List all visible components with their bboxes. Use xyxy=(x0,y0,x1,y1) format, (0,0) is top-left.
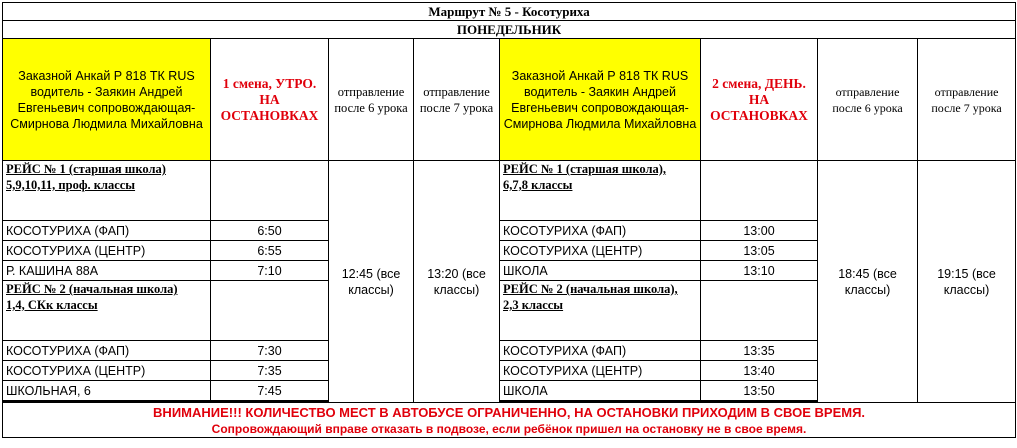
stop-name: КОСОТУРИХА (ФАП) xyxy=(500,341,701,361)
stop-time: 7:30 xyxy=(211,341,329,361)
header-row xyxy=(3,39,1016,161)
shift2-label: 2 смена, ДЕНЬ. НА ОСТАНОВКАХ xyxy=(701,39,818,161)
stop-time: 13:05 xyxy=(701,241,818,261)
shift1-trip2-title: РЕЙС № 2 (начальная школа) xyxy=(6,282,178,296)
stop-name: ШКОЛЬНАЯ, 6 xyxy=(3,381,211,401)
stop-time: 13:35 xyxy=(701,341,818,361)
stop-name: ШКОЛА xyxy=(500,381,701,401)
shift2-trip1-title: РЕЙС № 1 (старшая школа), xyxy=(503,162,667,176)
shift1-trip1-heading xyxy=(3,161,211,221)
trip1-header-row xyxy=(3,161,1016,221)
shift2-return-after-6: 18:45 (все классы) xyxy=(818,161,918,403)
stop-name: КОСОТУРИХА (ЦЕНТР) xyxy=(3,361,211,381)
notice xyxy=(3,403,1016,438)
stop-time: 6:50 xyxy=(211,221,329,241)
shift1-dep-after-7-label: отправление после 7 урока xyxy=(414,39,500,161)
shift2-dep-after-6-label: отправление после 6 урока xyxy=(818,39,918,161)
route-title-row xyxy=(3,3,1016,21)
stop-time: 7:10 xyxy=(211,261,329,281)
day-title: ПОНЕДЕЛЬНИК xyxy=(3,21,1016,39)
stop-name: Р. КАШИНА 88А xyxy=(3,261,211,281)
shift1-trip1-classes: 5,9,10,11, проф. классы xyxy=(6,178,136,192)
shift2-trip1-heading xyxy=(500,161,701,221)
shift2-trip2-title: РЕЙС № 2 (начальная школа), xyxy=(503,282,678,296)
shift2-dep-after-7-label: отправление после 7 урока xyxy=(918,39,1016,161)
shift1-trip2-classes: 1,4, СКк классы xyxy=(6,298,98,312)
shift1-bus-info: Заказной Анкай Р 818 ТК RUS водитель - Заякин Андрей Евгеньевич сопровождающая- Смирнова Людмила Михайловна xyxy=(3,39,211,161)
shift1-trip2-time-blank xyxy=(211,281,329,341)
stop-time: 7:35 xyxy=(211,361,329,381)
stop-time: 7:45 xyxy=(211,381,329,401)
shift2-trip1-classes: 6,7,8 классы xyxy=(503,178,573,192)
stop-name: ШКОЛА xyxy=(500,261,701,281)
notice-row xyxy=(3,403,1016,438)
stop-name: КОСОТУРИХА (ФАП) xyxy=(3,341,211,361)
shift2-trip2-time-blank xyxy=(701,281,818,341)
stop-name: КОСОТУРИХА (ЦЕНТР) xyxy=(500,361,701,381)
stop-time: 6:55 xyxy=(211,241,329,261)
notice-line-1: ВНИМАНИЕ!!! КОЛИЧЕСТВО МЕСТ В АВТОБУСЕ ОГРАНИЧЕННО, НА ОСТАНОВКИ ПРИХОДИМ В СВОЕ ВРЕМЯ. xyxy=(153,405,866,420)
stop-time: 13:00 xyxy=(701,221,818,241)
day-row xyxy=(3,21,1016,39)
notice-line-2: Сопровождающий вправе отказать в подвозе, если ребёнок пришел на остановку не в свое время. xyxy=(211,422,807,436)
shift2-trip2-heading xyxy=(500,281,701,341)
stop-name: КОСОТУРИХА (ФАП) xyxy=(3,221,211,241)
stop-name: КОСОТУРИХА (ЦЕНТР) xyxy=(3,241,211,261)
route-title: Маршрут № 5 - Косотуриха xyxy=(3,3,1016,21)
stop-name: КОСОТУРИХА (ЦЕНТР) xyxy=(500,241,701,261)
stop-time: 13:50 xyxy=(701,381,818,401)
shift1-return-after-6: 12:45 (все классы) xyxy=(329,161,414,403)
route-schedule-table xyxy=(2,2,1016,438)
shift2-trip2-classes: 2,3 классы xyxy=(503,298,564,312)
shift1-trip1-time-blank xyxy=(211,161,329,221)
shift2-bus-info: Заказной Анкай Р 818 ТК RUS водитель - Заякин Андрей Евгеньевич сопровождающая- Смирнова Людмила Михайловна xyxy=(500,39,701,161)
shift1-return-after-7: 13:20 (все классы) xyxy=(414,161,500,403)
shift1-trip1-title: РЕЙС № 1 (старшая школа) xyxy=(6,162,166,176)
shift2-trip1-time-blank xyxy=(701,161,818,221)
shift2-return-after-7: 19:15 (все классы) xyxy=(918,161,1016,403)
shift1-dep-after-6-label: отправление после 6 урока xyxy=(329,39,414,161)
stop-time: 13:10 xyxy=(701,261,818,281)
shift1-trip2-heading xyxy=(3,281,211,341)
shift1-label: 1 смена, УТРО. НА ОСТАНОВКАХ xyxy=(211,39,329,161)
stop-name: КОСОТУРИХА (ФАП) xyxy=(500,221,701,241)
stop-time: 13:40 xyxy=(701,361,818,381)
